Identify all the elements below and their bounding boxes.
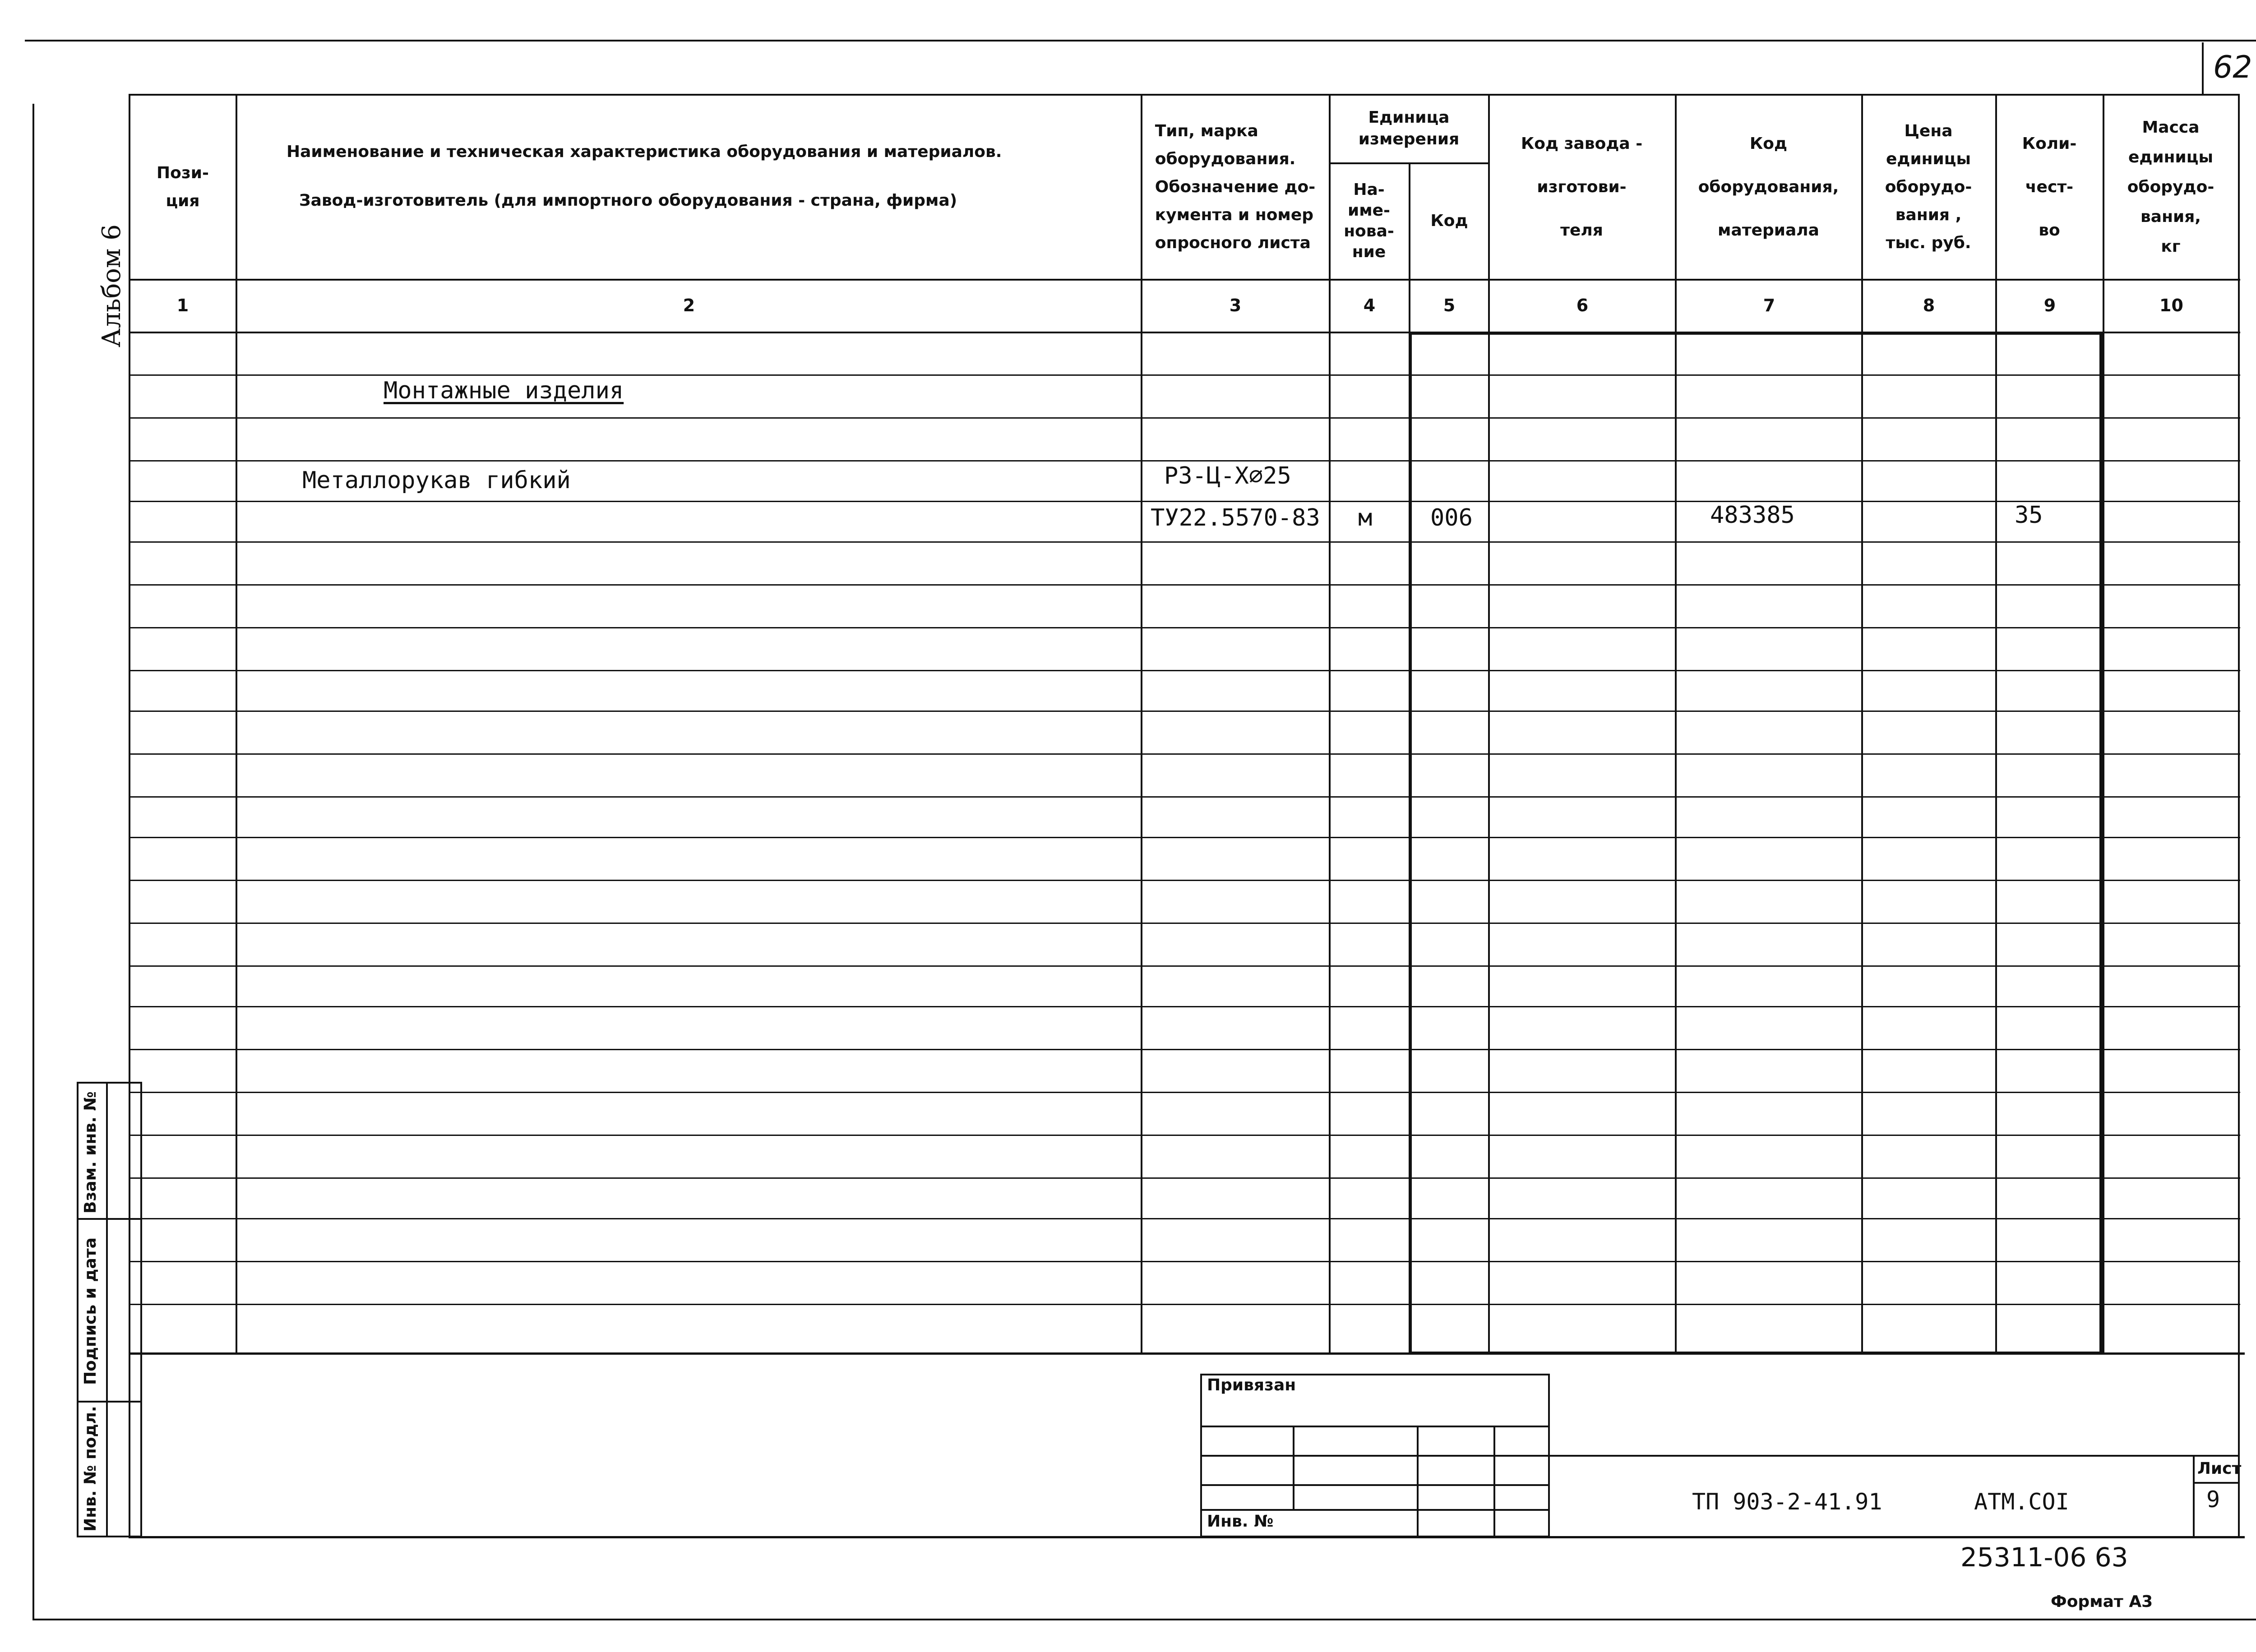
header-factory-code: Код завода - изготови- теля [1521,134,1643,240]
unit-group-divider [1329,162,1489,164]
header-equipment-code: Код оборудования, материала [1698,134,1839,240]
privyazan-row4 [1200,1509,1550,1511]
table-row-line [129,837,2240,838]
thick-region [1409,332,2103,1355]
header-price: Цена единицы оборудо- вания , тыс. руб. [1885,122,1972,252]
privyazan-row3 [1200,1484,1550,1486]
privyazan-col2 [1417,1426,1419,1537]
item-equipment-code: 483385 [1710,502,1795,529]
side-stamp-div2 [77,1401,142,1403]
table-row-line [129,1177,2240,1179]
doc-mark: АТМ.СОI [1974,1489,2069,1515]
colnum-6: 6 [1576,295,1589,315]
header-position: Пози- ция [157,164,209,210]
side-stamp-div1 [77,1218,142,1220]
header-type: Тип, марка оборудования. Обозначение до- кумента и номер опросного листа [1155,122,1316,252]
doc-code-top [1550,1455,2238,1457]
table-row-line [129,1218,2240,1219]
item-quantity: 35 [2015,502,2043,529]
col-line-3 [1329,94,1331,1355]
table-row-line [129,501,2240,502]
item-unit: м [1358,504,1373,531]
colnum-3: 3 [1229,295,1242,315]
table-row-line [129,1049,2240,1050]
table-row-line [129,417,2240,419]
table-row-line [129,753,2240,755]
page-left-border [32,104,34,1619]
col-line-2 [1141,94,1142,1355]
archive-number: 25311-06 63 [1960,1542,2128,1573]
col-line-10 [2238,94,2240,1537]
page-number: 62 [2213,50,2252,85]
privyazan-row1 [1200,1426,1550,1427]
table-row-line [129,627,2240,628]
header-name-line2: Завод-изготовитель (для импортного оборудования - страна, фирма) [299,191,957,210]
header-unit-code: Код [1430,212,1468,230]
top-rule [25,40,2256,42]
colnum-7: 7 [1763,295,1775,315]
item-name: Металлорукав гибкий [302,467,571,494]
section-title: Монтажные изделия [384,377,624,404]
inv-no-label: Инв. № [1207,1512,1274,1531]
page-number-box-left [2202,42,2204,94]
table-row-line [129,460,2240,461]
table-row-line [129,1135,2240,1136]
colnum-1: 1 [176,295,189,315]
item-doc: ТУ22.5570-83 [1151,504,1320,531]
table-top [129,94,2238,96]
table-row-line [129,1092,2240,1093]
frame-bottom [129,1536,2245,1538]
doc-code: ТП 903-2-41.91 [1692,1489,1882,1515]
header-name-line1: Наименование и техническая характеристика оборудования и материалов. [287,143,1002,161]
privyazan-col1 [1293,1426,1294,1509]
table-row-line [129,711,2240,712]
sheet-number: 9 [2206,1486,2220,1513]
header-unit-name: На- име- нова- ние [1344,180,1394,261]
item-type: РЗ-Ц-Х∅25 [1164,462,1291,489]
table-row-line [129,584,2240,586]
col-line-9 [2103,94,2104,1355]
page-bottom-border [32,1619,2256,1620]
album-label: Альбом 6 [97,224,126,347]
stamp-vzam: Взам. инв. № [81,1091,100,1214]
sheet-label: Лист [2197,1459,2242,1478]
privyazan-label: Привязан [1207,1376,1296,1394]
colnum-4: 4 [1363,295,1376,315]
format-label: Формат А3 [2051,1592,2153,1611]
table-row-line [129,880,2240,881]
table-row-line [129,796,2240,798]
table-header-bottom [129,279,2240,281]
privyazan-col3 [1493,1426,1495,1537]
sheet-box-divider [2193,1482,2238,1484]
table-row-line [129,1261,2240,1262]
header-mass: Масса единицы оборудо- вания, кг [2127,118,2214,256]
item-unit-code: 006 [1430,504,1473,531]
table-row-line [129,965,2240,967]
colnum-9: 9 [2043,295,2056,315]
colnum-5: 5 [1443,295,1456,315]
side-stamp-inner [106,1082,108,1537]
header-unit-group: Единица измерения [1358,108,1460,148]
stamp-inv: Инв. № подл. [81,1406,100,1532]
privyazan-row2 [1200,1455,1550,1457]
header-quantity: Коли- чест- во [2022,134,2077,240]
table-row-line [129,374,2240,376]
table-row-line [129,923,2240,924]
sheet-box-left [2193,1455,2195,1537]
colnum-10: 10 [2159,295,2183,315]
colnum-8: 8 [1923,295,1935,315]
table-row-line [129,670,2240,671]
col-line-1 [236,94,237,1355]
stamp-podpis: Подпись и дата [81,1237,100,1385]
table-row-line [129,541,2240,543]
colnum-2: 2 [683,295,695,315]
table-row-line [129,1304,2240,1305]
table-row-line [129,1006,2240,1007]
